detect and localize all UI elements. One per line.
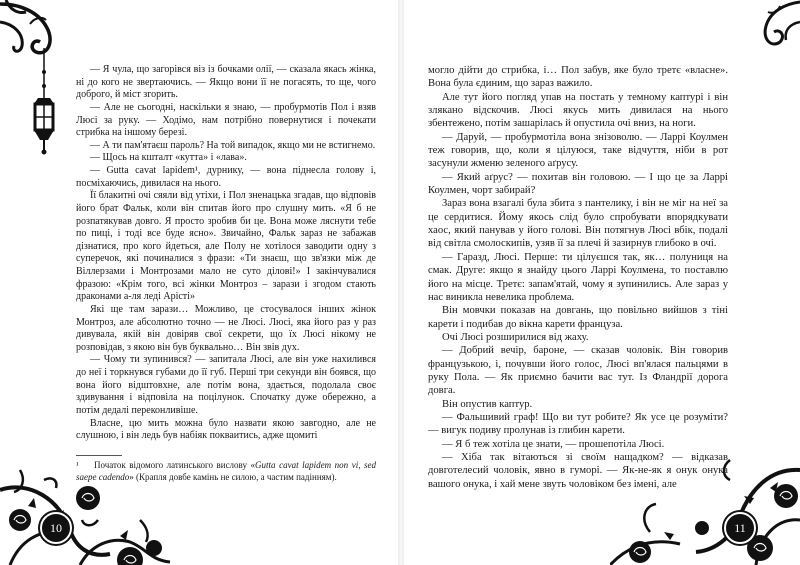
paragraph: — Чому ти зупинився? — запитала Люсі, але він уже нахилився до неї і торкнувся губами до її губ. Перші три секунди він боявся, що вона його відштовхне, але потім вона, здається, подолала своє здивування і відповіла на поцілунок. Спочатку дуже обережно, а потім дедалі переконливіше. <box>76 354 376 416</box>
footnote-suffix: » (Крапля довбе камінь не силою, а частим падінням). <box>129 471 337 482</box>
page-number-text: 11 <box>734 520 746 535</box>
paragraph: — Але не сьогодні, наскільки я знаю, — пробурмотів Пол і взяв Люсі за руку. — Ходімо, нам потрібно повернутися і почекати стрибка на іншому березі. <box>76 101 376 139</box>
page-number-text: 10 <box>50 520 62 535</box>
paragraph: — Фальшивий граф! Що ви тут робите? Як усе це розуміти? — вигук подиву пролунав із глибин карети. <box>428 411 728 437</box>
paragraph: — Gutta cavat lapidem¹, дурнику, — вона піднесла голову і, посміхаючись, дивилася на нього. <box>76 165 376 189</box>
vine-ornament-top-right <box>740 0 800 70</box>
paragraph: Але тут його погляд упав на постать у темному каптурі і він злякано відскочив. Люсі якусь мить дивилася на нього збентежено, потім зашарілась й опустила очі вниз, на ноги. <box>428 91 728 130</box>
paragraph: — Я б теж хотіла це знати, — прошепотіла Люсі. <box>442 438 665 450</box>
paragraph: Він мовчки показав на довгань, що повільно вийшов з тіні карети і подибав до вікна карети француза. <box>428 305 728 330</box>
footnote-prefix: Початок відомого латинського вислову « <box>94 460 256 470</box>
right-page-text <box>428 64 728 491</box>
footnote <box>76 460 376 483</box>
footnote-rule <box>76 455 122 456</box>
paragraph: — Щось на кшталт «кутта» і «лава». <box>90 152 247 164</box>
paragraph: Які ще там зарази… Можливо, це стосувалося інших жінок Монтроз, але абсолютно точно — не Люсі. Люсі, яка його раз у раз дивувала, якій він довіряв свої секрети, що їх Люсі нікому не розповідав, з якою він був буквально… Він звів дух. <box>76 303 376 353</box>
paragraph: — А ти пам'ятаєш пароль? На той випадок, якщо ми не встигнемо. <box>90 139 376 151</box>
paragraph: Зараз вона взагалі була збита з пантелику, і він не міг на неї за це сердитися. Йому якось слід було спробувати впорядкувати хаос, який панував у його голові. Він потягнув Люсі вбік, подалі від світла смолоскипів, узяв її за плечі й зазирнув глибоко в очі. <box>428 198 728 250</box>
paragraph: Він опустив каптур. <box>442 398 533 410</box>
page-number-left <box>40 512 72 544</box>
paragraph: Її блакитні очі сяяли від утіхи, і Пол зненацька згадав, що відповів його брат Фальк, коли він спитав його про слушну мить. «Я б не розпатякував довго. Я просто зробив би це. Вона може ляснути тебе по пиці, і тоді все буде ясно». Звичайно, Фальк зараз не забажав дізнатися, про кого йдеться, але Полу не хотілося заводити одну з суперечок, які починалися з фрази: «Ти знаєш, що зв'язки між де Віллерзами і Монтрозами мало не суто ділові!» І закінчувалися фразою: «Крім того, всі жінки Монтроз – зарази і згодом стають драконами а-ля леді Арісті» <box>76 190 376 303</box>
footnote-latin: Gutta cavat lapidem non vi, sed saepe cadendo <box>76 460 377 482</box>
footnote-marker: ¹ <box>76 460 79 470</box>
page-number-right <box>724 512 756 544</box>
paragraph: — Хіба так вітаються зі своїм нащадком? — відказав довготелесий чоловік, явно в гуморі. — Як-не-як я онук онука вашого онука, і хай мене звуть чоловіком без імені, але <box>428 451 728 490</box>
left-page-text <box>76 64 376 443</box>
paragraph: — Який аґрус? — похитав він головою. — І що це за Ларрі Коулмен, чорт забирай? <box>428 171 728 197</box>
paragraph: Очі Люсі розширилися від жаху. <box>442 331 589 343</box>
lantern-ornament <box>0 0 74 170</box>
book-gutter <box>398 0 404 565</box>
paragraph: — Гаразд, Люсі. Перше: ти цілуєшся так, як… полуниця на смак. Друге: якщо я знайду цього Ларрі Коулмена, то поставлю його на місце. Третє: запам'ятай, чому я зупинились. Але зараз у нас виникла невелика проблема. <box>428 251 728 303</box>
paragraph: — Добрий вечір, бароне, — сказав чоловік. Він говорив французькою, і, почувши його голос, Люсі вп'ялася пальцями в руку Пола. — Як приємно бачити вас тут. Із Фландрії дорога довга. <box>428 345 728 397</box>
paragraph: Власне, цю мить можна було назвати якою завгодно, але не слушною, і він ледь був набіяк покваитись, адже щомиті <box>76 417 376 442</box>
paragraph: — Даруй, — пробурмотіла вона знізоволю. — Ларрі Коулмен теж говорив, що, коли я цілуюся, таке відчуття, ніби в рот засунули жменю зеленого аґрусу. <box>428 131 728 170</box>
continuation-paragraph: могло дійти до стрибка, і… Пол забув, яке було третє «власне». Вона була єдиним, що зараз важило. <box>428 65 728 90</box>
paragraph: — Я чула, що загорівся віз із бочками олії, — сказала якась жінка, ні до кого не звертаючись. — Якщо вони її не погасять, то ще, чого доброго, й міст згорить. <box>76 64 376 101</box>
